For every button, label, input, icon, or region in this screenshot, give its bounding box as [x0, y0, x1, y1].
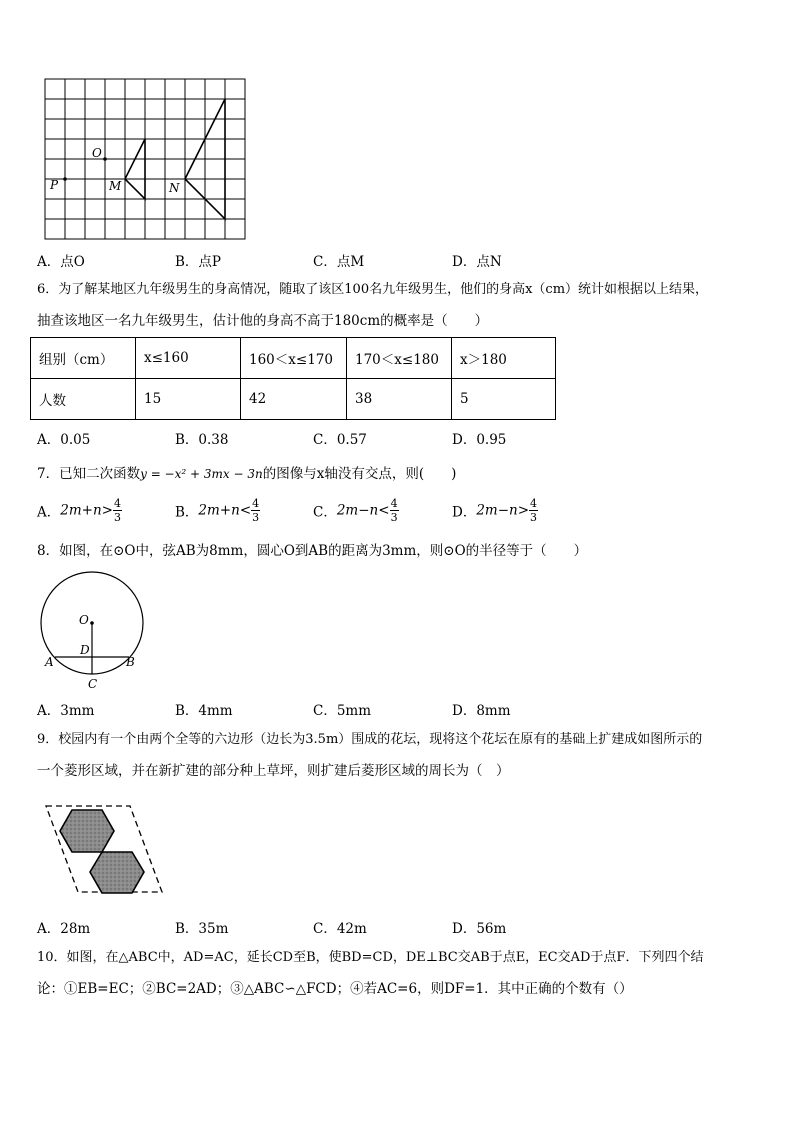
- table-cell: 160＜x≤170: [241, 338, 347, 379]
- q9-hexagon-left: [60, 810, 114, 852]
- q7-option-c: [313, 497, 399, 524]
- fraction: [390, 497, 399, 524]
- q7-option-a-expr: 2m+n>: [60, 502, 113, 519]
- fraction-denominator: 3: [252, 511, 260, 524]
- q7-option-a-letter: A．: [37, 504, 61, 521]
- q5-label-n: N: [169, 181, 180, 195]
- q5-option-a: A．点O: [37, 254, 85, 270]
- table-cell: 15: [136, 379, 241, 420]
- table-cell: x＞180: [452, 338, 556, 379]
- q7-formula: y = −x² + 3mx − 3n: [140, 467, 263, 481]
- q6-option-b: B．0.38: [175, 432, 229, 448]
- q6-option-c: C．0.57: [313, 432, 367, 448]
- q9-stem-line1: 9．校园内有一个由两个全等的六边形（边长为3.5m）围成的花坛，现将这个花坛在原有的基础上扩建成如图所示的: [37, 732, 703, 747]
- q8-label-b: B: [126, 655, 135, 669]
- q6-option-a: A．0.05: [37, 432, 91, 448]
- table-cell: 5: [452, 379, 556, 420]
- fraction-denominator: 3: [390, 511, 398, 524]
- fraction-denominator: 3: [530, 511, 538, 524]
- table-cell: x≤160: [136, 338, 241, 379]
- q6-stem-line2: 抽查该地区一名九年级男生，估计他的身高不高于180cm的概率是（ ）: [37, 313, 489, 329]
- fraction-numerator: 4: [530, 497, 538, 510]
- q6-option-d: D．0.95: [452, 432, 507, 448]
- table-cell: 170＜x≤180: [347, 338, 452, 379]
- q8-option-d: D．8mm: [452, 703, 511, 719]
- fraction: [251, 497, 260, 524]
- q5-label-m: M: [109, 179, 122, 193]
- q5-option-c: C．点M: [313, 254, 365, 270]
- q10-stem-line1: 10．如图，在△ABC中，AD=AC，延长CD至B，使BD=CD，DE⊥BC交AB于点E，EC交AD于点F．下列四个结: [37, 950, 704, 965]
- table-row: [31, 379, 556, 420]
- fraction: [529, 497, 538, 524]
- fraction-numerator: 4: [390, 497, 398, 510]
- q8-label-a: A: [45, 655, 54, 669]
- q10-stem-line2: 论：①EB=EC；②BC=2AD；③△ABC∽△FCD；④若AC=6，则DF=1．其中正确的个数有（）: [37, 981, 633, 997]
- q8-label-d: D: [80, 643, 90, 657]
- q6-frequency-table: [30, 337, 556, 420]
- q7-option-b-letter: B．: [175, 504, 199, 521]
- q7-stem-prefix: 7．已知二次函数: [37, 466, 141, 482]
- fraction: [113, 497, 122, 524]
- q6-stem-line1: 6．为了解某地区九年级男生的身高情况，随取了该区100名九年级男生，他们的身高x（cm）统计如根据以上结果，: [37, 282, 709, 297]
- q5-point-o: [103, 157, 107, 161]
- table-cell: 组别（cm）: [31, 338, 136, 379]
- q5-option-d: D．点N: [452, 254, 502, 270]
- q7-option-a: [37, 497, 122, 524]
- q5-label-p: P: [50, 178, 59, 192]
- q9-option-d: D．56m: [452, 921, 507, 937]
- q8-center-point: [90, 621, 94, 625]
- q9-option-a: A．28m: [37, 921, 91, 937]
- q5-small-triangle: [125, 139, 145, 199]
- q9-option-c: C．42m: [313, 921, 367, 937]
- q9-rhombus-figure: [42, 800, 166, 896]
- q5-point-p: [63, 177, 67, 181]
- q7-option-b-expr: 2m+n<: [198, 502, 252, 519]
- q7-stem-suffix: 的图像与x轴没有交点，则( ): [262, 466, 457, 482]
- q7-option-d-letter: D．: [452, 504, 477, 521]
- table-cell: 38: [347, 379, 452, 420]
- q8-label-o: O: [79, 613, 89, 627]
- q8-label-c: C: [88, 677, 98, 691]
- q9-hexagon-right: [90, 852, 144, 893]
- table-cell: 42: [241, 379, 347, 420]
- q8-option-b: B．4mm: [175, 703, 233, 719]
- q7-option-d: [452, 497, 538, 524]
- q7-stem: [37, 464, 456, 484]
- q9-stem-line2: 一个菱形区域，并在新扩建的部分种上草坪，则扩建后菱形区域的周长为（ ）: [37, 763, 510, 779]
- q9-option-b: B．35m: [175, 921, 229, 937]
- q7-option-d-expr: 2m−n>: [476, 502, 530, 519]
- q8-circle-figure: [38, 568, 148, 692]
- q8-option-a: A．3mm: [37, 703, 95, 719]
- fraction-numerator: 4: [252, 497, 260, 510]
- fraction-denominator: 3: [113, 511, 121, 524]
- q7-option-c-expr: 2m−n<: [336, 502, 390, 519]
- q7-option-c-letter: C．: [313, 504, 337, 521]
- table-row: [31, 338, 556, 379]
- q8-stem: 8．如图，在⊙O中，弦AB为8mm，圆心O到AB的距离为3mm，则⊙O的半径等于（ ）: [37, 543, 588, 559]
- q8-option-c: C．5mm: [313, 703, 372, 719]
- table-cell: 人数: [31, 379, 136, 420]
- q5-option-b: B．点P: [175, 254, 222, 270]
- q5-label-o: O: [92, 146, 102, 160]
- fraction-numerator: 4: [113, 497, 121, 510]
- q7-option-b: [175, 497, 260, 524]
- q5-grid-figure: [44, 78, 246, 240]
